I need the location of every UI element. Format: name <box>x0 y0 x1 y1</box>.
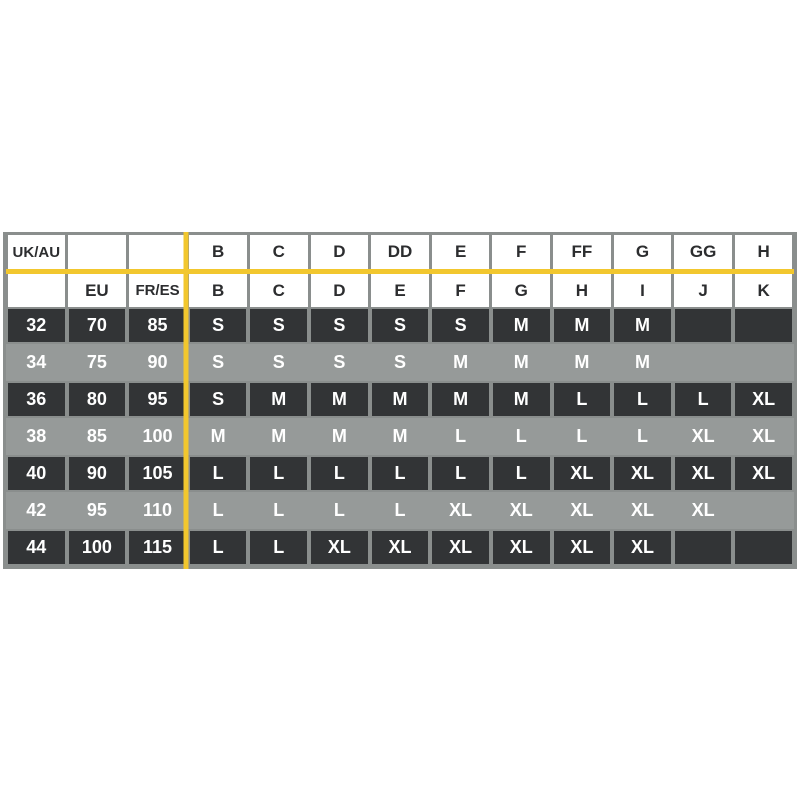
size-row-34 <box>6 344 794 381</box>
size-cell: L <box>455 426 467 446</box>
size-cell: L <box>273 500 285 520</box>
size-cell: L <box>493 457 550 490</box>
size-cell: 95 <box>129 383 186 416</box>
size-cell: XL <box>509 500 533 520</box>
size-cell: M <box>554 309 611 342</box>
header-cell: E <box>371 274 429 307</box>
header-cell: H <box>735 235 793 269</box>
header-cell: H <box>553 274 611 307</box>
size-row-36 <box>6 381 794 418</box>
size-cell: XL <box>752 426 776 446</box>
size-cell: L <box>636 426 648 446</box>
size-cell: 85 <box>86 426 107 446</box>
size-cell: 42 <box>26 500 47 520</box>
size-cell: XL <box>691 426 715 446</box>
empty-cell <box>68 235 126 269</box>
size-cell: XL <box>554 457 611 490</box>
header-cell: C <box>250 274 308 307</box>
size-cell: L <box>333 500 345 520</box>
empty-cell <box>673 344 734 381</box>
size-cell: L <box>515 426 527 446</box>
size-cell: 75 <box>86 352 107 372</box>
size-cell: 80 <box>69 383 126 416</box>
size-cell: 34 <box>26 352 47 372</box>
header-cell: D <box>311 274 369 307</box>
size-cell: L <box>250 531 307 564</box>
size-cell: XL <box>630 500 654 520</box>
size-cell: S <box>333 352 346 372</box>
size-row-42 <box>6 492 794 529</box>
size-cell: XL <box>432 531 489 564</box>
size-cell: M <box>250 383 307 416</box>
empty-cell <box>675 531 732 564</box>
size-cell: XL <box>675 457 732 490</box>
header-cell: F <box>432 274 490 307</box>
size-cell: 36 <box>8 383 65 416</box>
size-cell: 100 <box>142 426 173 446</box>
header-cell: K <box>735 274 793 307</box>
size-cell: XL <box>691 500 715 520</box>
size-cell: M <box>372 383 429 416</box>
size-cell: S <box>272 352 285 372</box>
empty-cell <box>733 492 794 529</box>
size-cell: M <box>513 352 529 372</box>
size-cell: 105 <box>129 457 186 490</box>
size-cell: XL <box>614 531 671 564</box>
empty-cell <box>733 344 794 381</box>
header-cell: G <box>614 235 672 269</box>
size-row-38 <box>6 418 794 455</box>
header-cell: C <box>250 235 308 269</box>
size-cell: M <box>271 426 287 446</box>
size-cell: S <box>311 309 368 342</box>
size-cell: XL <box>372 531 429 564</box>
size-cell: 85 <box>129 309 186 342</box>
header-cell: FF <box>553 235 611 269</box>
header-cell: D <box>311 235 369 269</box>
size-cell: S <box>372 309 429 342</box>
size-cell: 38 <box>26 426 47 446</box>
size-cell: S <box>432 309 489 342</box>
size-cell: XL <box>311 531 368 564</box>
size-cell: L <box>675 383 732 416</box>
size-cell: S <box>190 383 247 416</box>
size-cell: 110 <box>143 500 173 520</box>
size-cell: L <box>250 457 307 490</box>
size-cell: M <box>311 383 368 416</box>
size-cell: S <box>393 352 406 372</box>
header-cell: EU <box>68 274 126 307</box>
size-cell: L <box>576 426 588 446</box>
size-cell: M <box>392 426 408 446</box>
size-cell: L <box>311 457 368 490</box>
size-cell: 70 <box>69 309 126 342</box>
size-cell: XL <box>493 531 550 564</box>
header-cell: F <box>492 235 550 269</box>
size-cell: L <box>394 500 406 520</box>
header-cell: I <box>614 274 672 307</box>
size-cell: L <box>432 457 489 490</box>
size-cell: M <box>453 352 469 372</box>
size-cell: XL <box>614 457 671 490</box>
size-cell: M <box>493 309 550 342</box>
header-cell: DD <box>371 235 429 269</box>
size-cell: L <box>554 383 611 416</box>
size-cell: XL <box>449 500 473 520</box>
header-cell: B <box>189 274 247 307</box>
size-cell: 90 <box>69 457 126 490</box>
size-cell: 115 <box>129 531 186 564</box>
size-cell: L <box>190 531 247 564</box>
empty-cell <box>675 309 732 342</box>
size-cell: M <box>331 426 347 446</box>
empty-cell <box>735 531 792 564</box>
size-cell: M <box>210 426 226 446</box>
size-cell: XL <box>735 383 792 416</box>
size-cell: M <box>493 383 550 416</box>
header-cell: G <box>492 274 550 307</box>
empty-cell <box>129 235 187 269</box>
size-cell: S <box>250 309 307 342</box>
size-cell: L <box>614 383 671 416</box>
size-cell: M <box>634 352 650 372</box>
yellow-vertical-divider <box>184 232 189 569</box>
size-chart-table <box>3 232 797 569</box>
size-cell: S <box>190 309 247 342</box>
header-cell: J <box>674 274 732 307</box>
size-cell: M <box>432 383 489 416</box>
size-cell: L <box>212 500 224 520</box>
size-cell: M <box>614 309 671 342</box>
size-row-44 <box>6 529 794 566</box>
size-cell: 90 <box>147 352 168 372</box>
size-cell: 32 <box>8 309 65 342</box>
size-row-40 <box>6 455 794 492</box>
size-cell: M <box>574 352 590 372</box>
header-row-uk-au-cup-sizes <box>6 235 794 269</box>
size-cell: 40 <box>8 457 65 490</box>
size-cell: XL <box>554 531 611 564</box>
header-row-eu-fres-cup-sizes <box>6 274 794 307</box>
size-cell: XL <box>570 500 594 520</box>
empty-cell <box>735 309 792 342</box>
header-cell: B <box>189 235 247 269</box>
size-row-32 <box>6 307 794 344</box>
size-cell: 95 <box>86 500 107 520</box>
header-cell: FR/ES <box>129 274 187 307</box>
size-cell: L <box>190 457 247 490</box>
size-cell: L <box>372 457 429 490</box>
header-cell: UK/AU <box>8 235 66 269</box>
header-cell: E <box>432 235 490 269</box>
size-cell: 44 <box>8 531 65 564</box>
header-cell: GG <box>674 235 732 269</box>
size-cell: S <box>212 352 225 372</box>
size-cell: XL <box>735 457 792 490</box>
empty-cell <box>8 274 66 307</box>
size-cell: 100 <box>69 531 126 564</box>
